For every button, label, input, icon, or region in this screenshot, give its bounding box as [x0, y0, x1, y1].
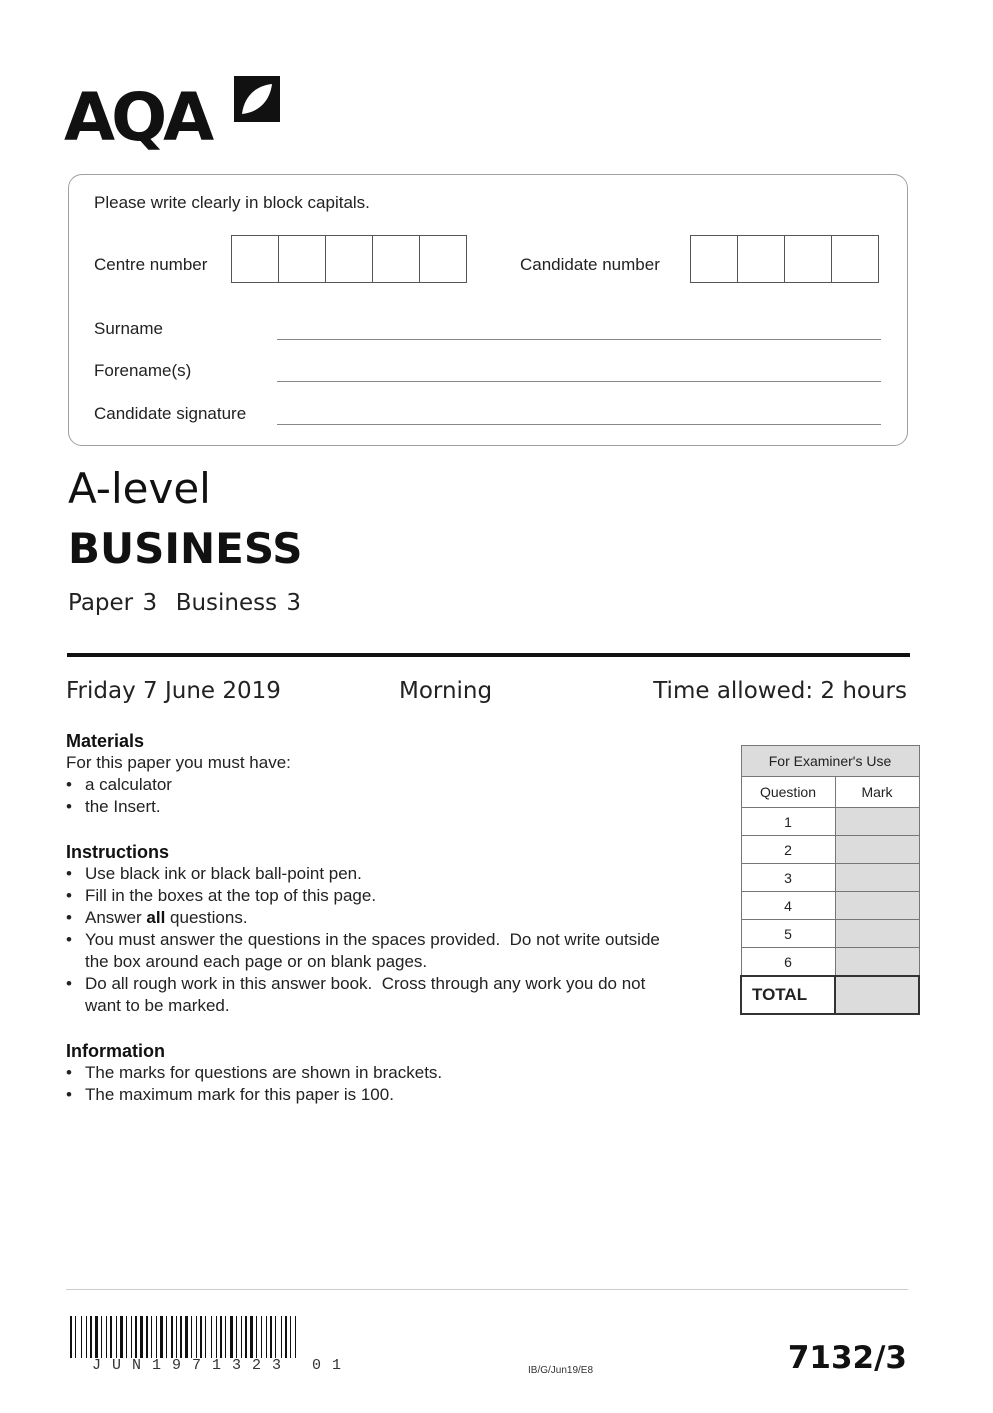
barcode-bar	[285, 1316, 287, 1358]
barcode-bar	[75, 1316, 76, 1358]
question-column-header: Question	[741, 777, 835, 808]
list-item: • the Insert.	[66, 796, 686, 818]
barcode-bar	[223, 1316, 224, 1358]
barcode-bar	[295, 1316, 296, 1358]
barcode-bar	[193, 1316, 195, 1358]
list-item	[66, 907, 666, 929]
qualification-level: A-level	[68, 464, 211, 513]
barcode-bar	[200, 1316, 202, 1358]
barcode-bar	[70, 1316, 72, 1358]
barcode-bar	[275, 1316, 276, 1358]
candidate-number-label: Candidate number	[520, 255, 660, 274]
barcode-bar	[73, 1316, 74, 1358]
barcode-bar	[266, 1316, 267, 1358]
centre-number-label: Centre number	[94, 255, 208, 274]
table-row	[741, 808, 919, 836]
barcode-bar	[144, 1316, 145, 1358]
barcode-bar	[171, 1316, 173, 1358]
signature-label: Candidate signature	[94, 404, 247, 423]
barcode-bar	[227, 1316, 229, 1358]
mark-cell	[835, 808, 919, 836]
total-mark-cell	[835, 976, 919, 1014]
barcode-bar	[216, 1316, 217, 1358]
centre-number-digit[interactable]	[326, 236, 373, 282]
barcode-bar	[168, 1316, 170, 1358]
barcode-bar	[160, 1316, 163, 1358]
forenames-line[interactable]	[277, 381, 881, 382]
barcode-bar	[103, 1316, 105, 1358]
instructions-heading: Instructions	[66, 842, 170, 862]
barcode-bar	[189, 1316, 190, 1358]
mark-cell	[835, 920, 919, 948]
barcode-bar	[261, 1316, 262, 1358]
instructions-list	[66, 863, 666, 1017]
barcode-bar	[88, 1316, 89, 1358]
barcode-bar	[277, 1316, 280, 1358]
subject-title: BUSINESS	[68, 524, 303, 573]
question-number: 4	[741, 892, 835, 920]
barcode-bar	[196, 1316, 197, 1358]
information-heading: Information	[66, 1041, 165, 1061]
barcode-bar	[203, 1316, 204, 1358]
block-capitals-instruction: Please write clearly in block capitals.	[94, 193, 370, 212]
materials-intro: For this paper you must have:	[66, 753, 291, 772]
barcode-bar	[133, 1316, 134, 1358]
list-item: • The marks for questions are shown in brackets.	[66, 1062, 686, 1084]
barcode-bar	[116, 1316, 117, 1358]
list-item: • Use black ink or black ball-point pen.	[66, 863, 666, 885]
examiners-use-title: For Examiner's Use	[741, 746, 919, 777]
information-list	[66, 1062, 686, 1106]
centre-number-digit[interactable]	[420, 236, 466, 282]
barcode-bar	[149, 1316, 150, 1358]
candidate-number-boxes[interactable]	[690, 235, 879, 283]
mark-cell	[835, 836, 919, 864]
total-label: TOTAL	[741, 976, 835, 1014]
centre-number-digit[interactable]	[232, 236, 279, 282]
barcode-bar	[191, 1316, 192, 1358]
question-number: 2	[741, 836, 835, 864]
answer-text-pre: Answer	[85, 908, 147, 927]
barcode-bar	[151, 1316, 152, 1358]
question-number: 3	[741, 864, 835, 892]
candidate-number-digit[interactable]	[738, 236, 785, 282]
barcode-bar	[156, 1316, 157, 1358]
answer-text-post: questions.	[165, 908, 248, 927]
table-row	[741, 836, 919, 864]
barcode-bar	[238, 1316, 240, 1358]
barcode-bar	[230, 1316, 233, 1358]
barcode-bar	[292, 1316, 294, 1358]
surname-line[interactable]	[277, 339, 881, 340]
barcode-bar	[185, 1316, 188, 1358]
barcode-bar	[174, 1316, 175, 1358]
barcode-bar	[131, 1316, 132, 1358]
barcode-bar	[263, 1316, 265, 1358]
paper-title: Paper 3 Business 3	[68, 590, 302, 616]
barcode-bar	[248, 1316, 249, 1358]
barcode-bar	[243, 1316, 244, 1358]
barcode-bar	[153, 1316, 155, 1358]
mark-cell	[835, 864, 919, 892]
barcode-bar	[258, 1316, 260, 1358]
question-number: 6	[741, 948, 835, 977]
barcode-bar	[180, 1316, 182, 1358]
candidate-number-digit[interactable]	[691, 236, 738, 282]
barcode-bar	[101, 1316, 102, 1358]
paper-reference: IB/G/Jun19/E8	[528, 1365, 594, 1376]
barcode-bar	[211, 1316, 212, 1358]
instructions-section	[66, 842, 666, 1017]
question-number: 5	[741, 920, 835, 948]
title-divider	[67, 653, 910, 657]
barcode-bar	[77, 1316, 80, 1358]
barcode-bar	[99, 1316, 100, 1358]
barcode-bar	[86, 1316, 87, 1358]
materials-list	[66, 774, 686, 818]
aqa-logo-text: AQA	[64, 79, 211, 156]
barcode-bar	[245, 1316, 247, 1358]
barcode-bar	[290, 1316, 291, 1358]
barcode-bar	[128, 1316, 130, 1358]
barcode-bar	[254, 1316, 255, 1358]
total-row	[741, 976, 919, 1014]
exam-session: Morning	[399, 678, 493, 704]
footer-divider	[66, 1289, 908, 1290]
answer-text-bold: all	[146, 908, 166, 927]
barcode-bar	[135, 1316, 137, 1358]
barcode-bar	[213, 1316, 215, 1358]
barcode-bar	[164, 1316, 165, 1358]
mark-column-header: Mark	[835, 777, 919, 808]
barcode-bar	[138, 1316, 139, 1358]
barcode-bar	[225, 1316, 226, 1358]
barcode-bar	[108, 1316, 109, 1358]
barcode-bar	[126, 1316, 127, 1358]
barcode-bar	[110, 1316, 112, 1358]
mark-cell	[835, 892, 919, 920]
barcode-bar	[218, 1316, 219, 1358]
barcode-bar	[124, 1316, 125, 1358]
barcode-bar	[120, 1316, 123, 1358]
barcode-bar	[113, 1316, 115, 1358]
aqa-leaf-icon	[232, 74, 282, 124]
barcode-bar	[283, 1316, 284, 1358]
barcode-bar	[234, 1316, 235, 1358]
barcode-bar	[297, 1316, 300, 1358]
barcode-bar	[220, 1316, 222, 1358]
barcode	[70, 1316, 388, 1358]
barcode-bar	[207, 1316, 210, 1358]
candidate-number-digit[interactable]	[832, 236, 878, 282]
barcode-bar	[106, 1316, 107, 1358]
barcode-bar	[166, 1316, 167, 1358]
barcode-bar	[140, 1316, 143, 1358]
barcode-bar	[198, 1316, 199, 1358]
barcode-bar	[90, 1316, 92, 1358]
list-item: • The maximum mark for this paper is 100.	[66, 1084, 686, 1106]
table-row	[741, 892, 919, 920]
table-row	[741, 864, 919, 892]
table-row	[741, 948, 919, 977]
list-item: • You must answer the questions in the spaces provided. Do not write outside the box around each page or on blank pages.	[66, 929, 666, 973]
barcode-bar	[183, 1316, 184, 1358]
signature-line[interactable]	[277, 424, 881, 425]
examiners-use-table	[740, 745, 920, 1015]
centre-number-digit[interactable]	[279, 236, 326, 282]
barcode-bar	[95, 1316, 98, 1358]
barcode-bar	[281, 1316, 282, 1358]
barcode-text: JUN1971323 01	[92, 1357, 353, 1374]
barcode-bar	[118, 1316, 119, 1358]
barcode-bar	[273, 1316, 274, 1358]
question-number: 1	[741, 808, 835, 836]
barcode-bar	[256, 1316, 257, 1358]
candidate-number-digit[interactable]	[785, 236, 832, 282]
barcode-bar	[83, 1316, 85, 1358]
materials-heading: Materials	[66, 731, 145, 751]
materials-section	[66, 731, 686, 818]
surname-label: Surname	[94, 319, 163, 338]
barcode-bar	[176, 1316, 177, 1358]
time-allowed: Time allowed: 2 hours	[653, 678, 907, 704]
table-row	[741, 920, 919, 948]
list-item: • Do all rough work in this answer book. Cross through any work you do not want to be marked.	[66, 973, 666, 1017]
barcode-bar	[250, 1316, 253, 1358]
paper-code: 7132/3	[787, 1340, 907, 1376]
barcode-bar	[178, 1316, 179, 1358]
barcode-bar	[270, 1316, 272, 1358]
barcode-bar	[236, 1316, 237, 1358]
barcode-bar	[241, 1316, 242, 1358]
list-item: • a calculator	[66, 774, 686, 796]
information-section	[66, 1041, 686, 1106]
exam-date: Friday 7 June 2019	[66, 678, 281, 704]
barcode-bar	[205, 1316, 206, 1358]
barcode-bar	[268, 1316, 269, 1358]
barcode-bar	[93, 1316, 94, 1358]
barcode-bar	[81, 1316, 82, 1358]
mark-cell	[835, 948, 919, 977]
barcode-bar	[288, 1316, 289, 1358]
barcode-bar	[158, 1316, 159, 1358]
barcode-bar	[146, 1316, 148, 1358]
centre-number-digit[interactable]	[373, 236, 420, 282]
list-item: • Fill in the boxes at the top of this page.	[66, 885, 666, 907]
forenames-label: Forename(s)	[94, 361, 192, 380]
centre-number-boxes[interactable]	[231, 235, 467, 283]
